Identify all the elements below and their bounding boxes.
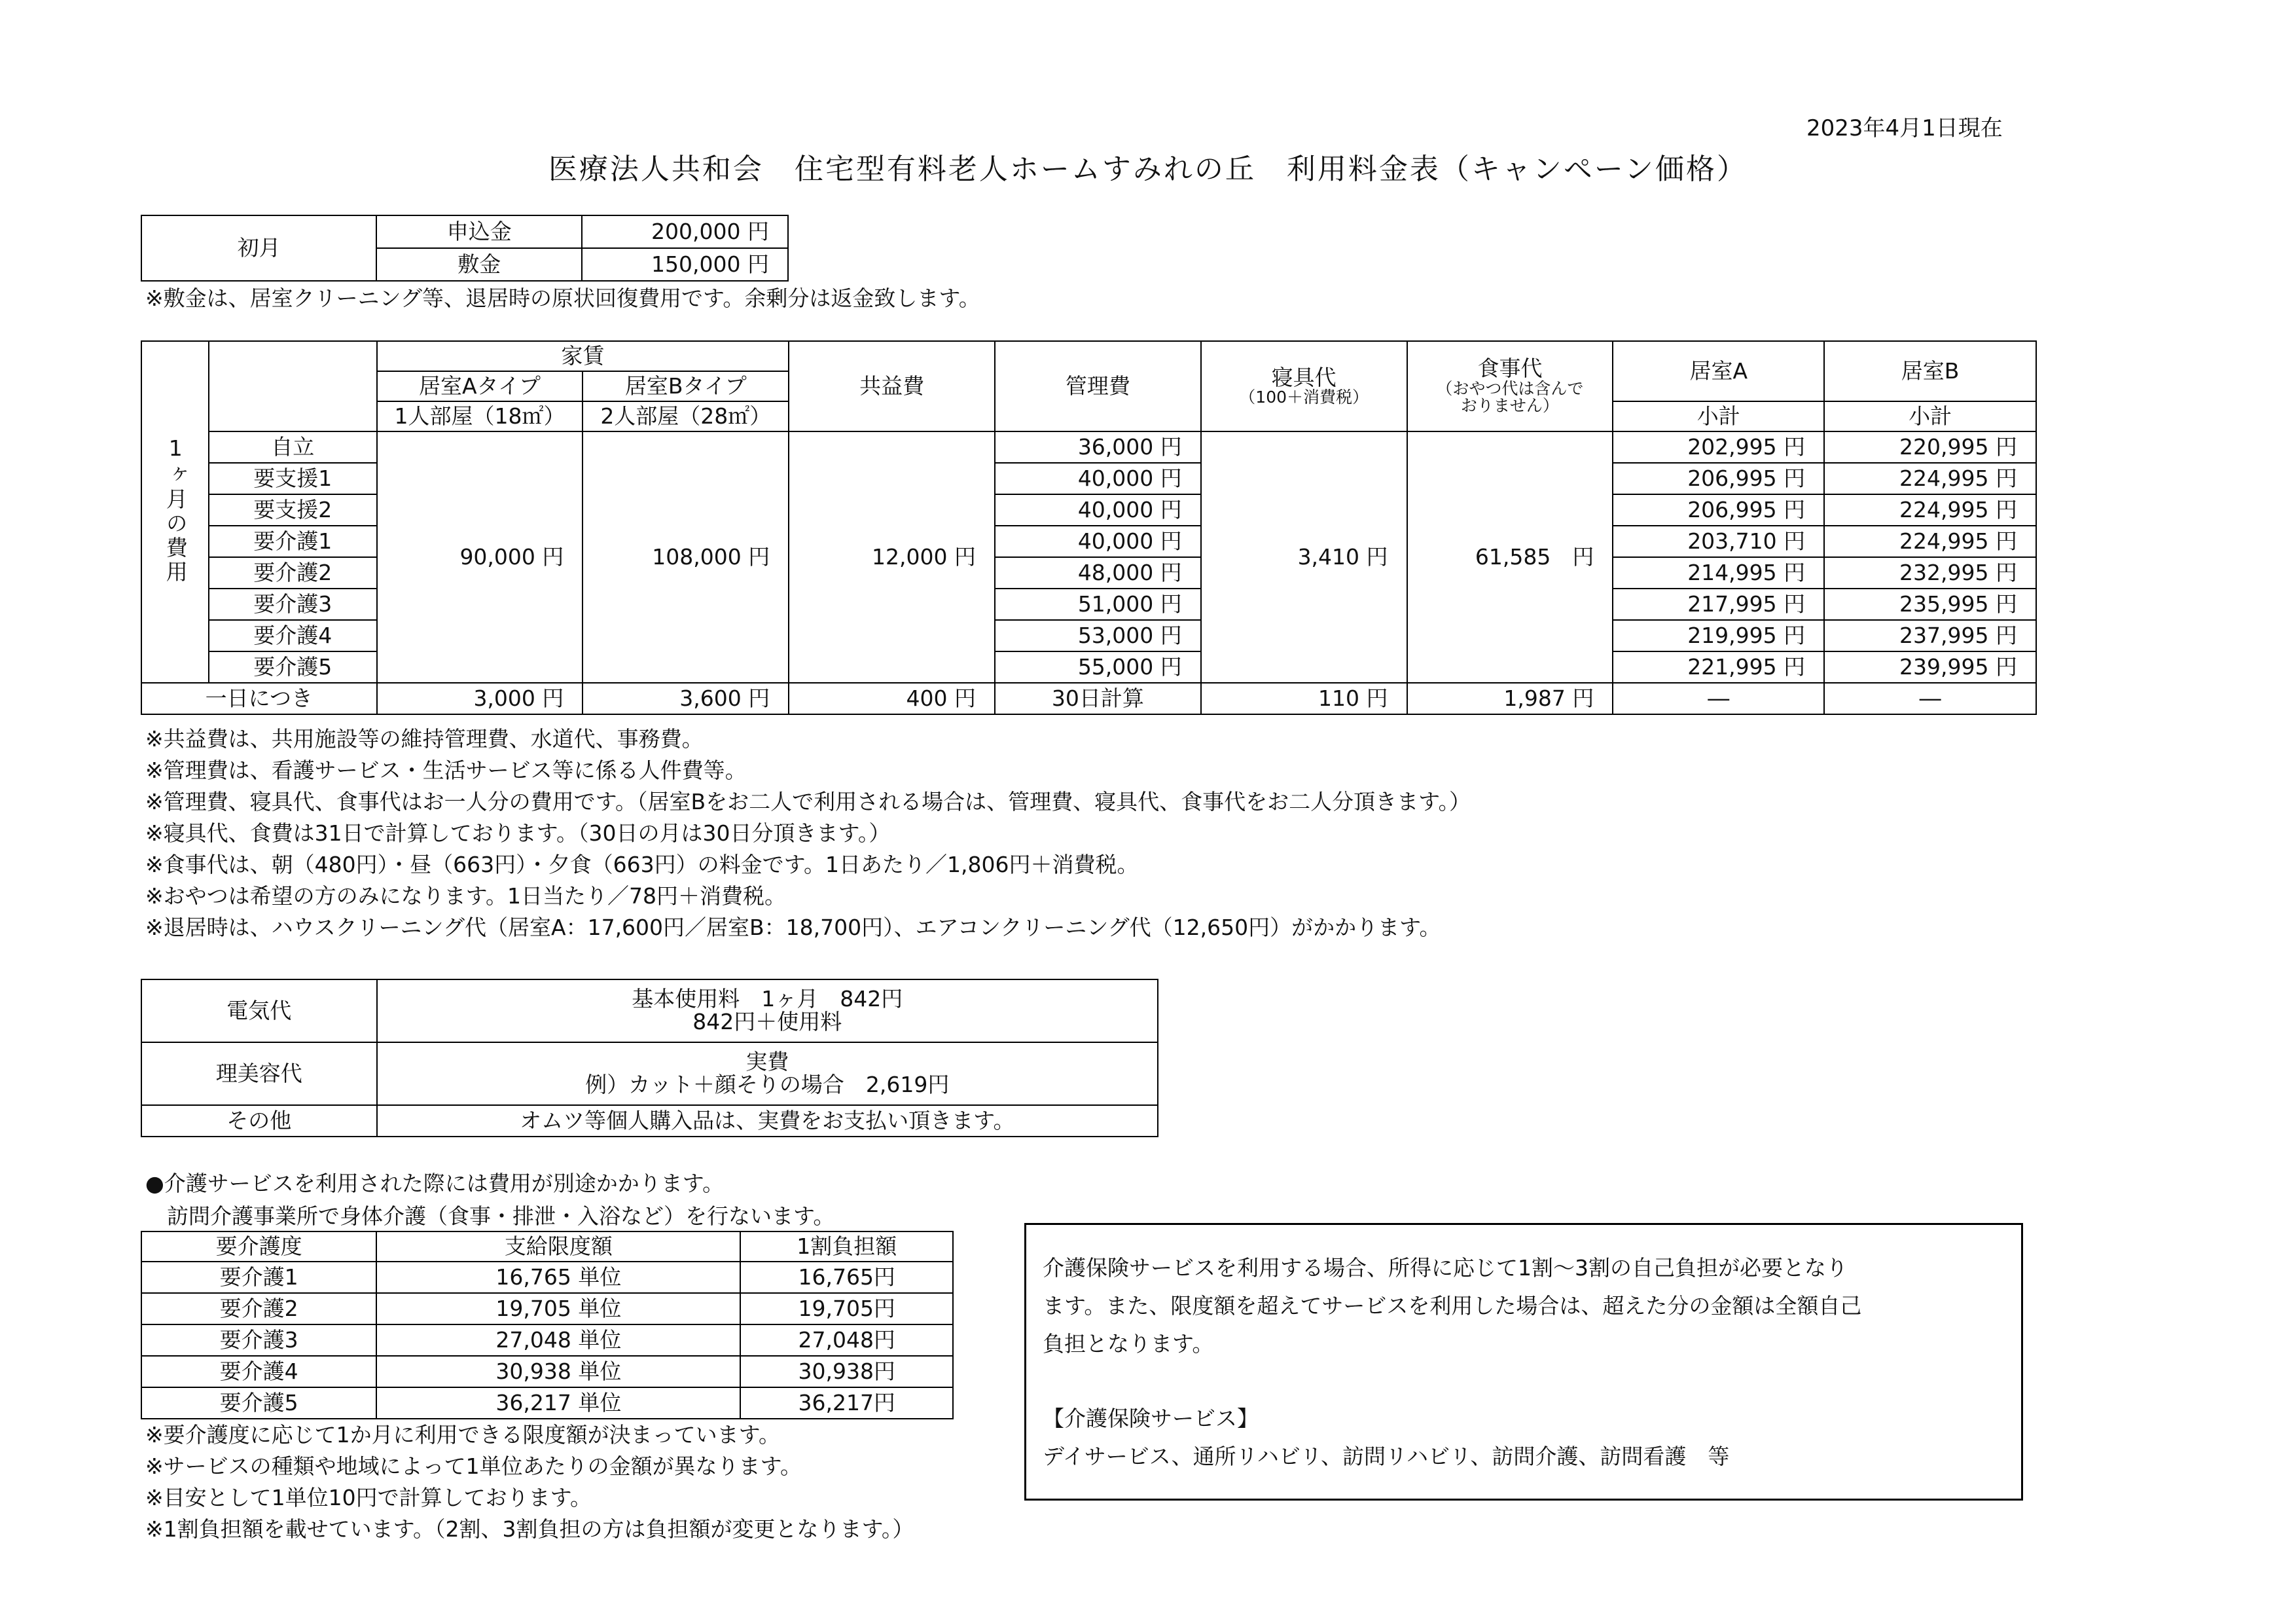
- room-b-subtotal: 232,995 円: [1824, 557, 2036, 589]
- note-line: ※共益費は、共用施設等の維持管理費、水道代、事務費。: [145, 726, 704, 752]
- room-a-subtotal: 214,995 円: [1613, 557, 1824, 589]
- room-a-size-header: 1人部屋（18㎡）: [377, 401, 583, 431]
- copay-amount: 27,048円: [740, 1324, 953, 1356]
- page-title: 医療法人共和会 住宅型有料老人ホームすみれの丘 利用料金表（キャンペーン価格）: [548, 153, 1748, 186]
- info-line: 負担となります。: [1043, 1331, 1214, 1357]
- copay-amount: 16,765円: [740, 1262, 953, 1293]
- as-of-date: 2023年4月1日現在: [1806, 115, 2003, 141]
- room-b-subtotal: 239,995 円: [1824, 651, 2036, 683]
- limit-units: 16,765 単位: [376, 1262, 740, 1293]
- deposit-label: 敷金: [376, 248, 582, 281]
- note-line: ※サービスの種類や地域によって1単位あたりの金額が異なります。: [145, 1453, 802, 1479]
- initial-fee-table: [141, 215, 789, 282]
- copay-amount: 19,705円: [740, 1293, 953, 1324]
- room-b-subtotal-header: 小計: [1824, 401, 2036, 431]
- limit-header: 支給限度額: [376, 1231, 740, 1262]
- info-line: ます。また、限度額を超えてサービスを利用した場合は、超えた分の金額は全額自己: [1043, 1293, 1862, 1319]
- care-level: 要介護1: [141, 1262, 376, 1293]
- rent-a-monthly: 90,000 円: [377, 431, 583, 683]
- management-fee-header: 管理費: [995, 341, 1201, 431]
- care-level: 要介護4: [141, 1356, 376, 1387]
- note-line: ※目安として1単位10円で計算しております。: [145, 1485, 592, 1510]
- room-b-subtotal: 220,995 円: [1824, 431, 2036, 463]
- initial-month-label: 初月: [141, 215, 376, 281]
- room-a-subtotal-header: 小計: [1613, 401, 1824, 431]
- info-line: 介護保険サービスを利用する場合、所得に応じて1割～3割の自己負担が必要となり: [1043, 1255, 1848, 1281]
- meal-fee-header: 食事代 （おやつ代は含んで おりません）: [1407, 341, 1613, 431]
- room-b-subtotal: 224,995 円: [1824, 463, 2036, 494]
- note-line: ※管理費は、看護サービス・生活サービス等に係る人件費等。: [145, 757, 747, 783]
- barber-label: 理美容代: [141, 1042, 377, 1105]
- application-fee-label: 申込金: [376, 215, 582, 248]
- bedding-fee-header: 寝具代 （100＋消費税）: [1201, 341, 1407, 431]
- care-level-label: 要介護3: [209, 589, 377, 620]
- common-fee-header: 共益費: [789, 341, 995, 431]
- note-line: ※食事代は、朝（480円）・昼（663円）・夕食（663円）の料金です。1日あたり／1,806円＋消費税。: [145, 852, 1139, 877]
- note-line: ※おやつは希望の方のみになります。1日当たり／78円＋消費税。: [145, 883, 786, 909]
- room-b-subtotal: 237,995 円: [1824, 620, 2036, 651]
- daily-meal-fee: 1,987 円: [1407, 683, 1613, 714]
- info-heading: 【介護保険サービス】: [1043, 1406, 1259, 1431]
- management-fee: 48,000 円: [995, 557, 1201, 589]
- daily-room-a-total: ―: [1613, 683, 1824, 714]
- care-level: 要介護5: [141, 1387, 376, 1419]
- copay-amount: 30,938円: [740, 1356, 953, 1387]
- room-a-subtotal: 217,995 円: [1613, 589, 1824, 620]
- care-level-label: 要介護2: [209, 557, 377, 589]
- daily-rent-b: 3,600 円: [583, 683, 789, 714]
- misc-label: その他: [141, 1105, 377, 1137]
- care-level: 要介護2: [141, 1293, 376, 1324]
- management-fee: 53,000 円: [995, 620, 1201, 651]
- management-fee: 55,000 円: [995, 651, 1201, 683]
- room-b-subtotal: 224,995 円: [1824, 494, 2036, 526]
- common-fee-monthly: 12,000 円: [789, 431, 995, 683]
- daily-management-fee: 30日計算: [995, 683, 1201, 714]
- daily-bedding-fee: 110 円: [1201, 683, 1407, 714]
- misc-detail: オムツ等個人購入品は、実費をお支払い頂きます。: [377, 1105, 1158, 1137]
- care-intro-2: 訪問介護事業所で身体介護（食事・排泄・入浴など）を行ないます。: [145, 1203, 835, 1229]
- daily-label: 一日につき: [141, 683, 377, 714]
- note-line: ※要介護度に応じて1か月に利用できる限度額が決まっています。: [145, 1422, 781, 1448]
- care-insurance-info-box: [1024, 1223, 2023, 1501]
- limit-units: 19,705 単位: [376, 1293, 740, 1324]
- note-line: ※退居時は、ハウスクリーニング代（居室A：17,600円／居室B：18,700円）、エアコンクリーニング代（12,650円）がかかります。: [145, 915, 1441, 940]
- room-a-subtotal: 219,995 円: [1613, 620, 1824, 651]
- other-charges-table: [141, 979, 1158, 1137]
- note-line: ※寝具代、食費は31日で計算しております。（30日の月は30日分頂きます。）: [145, 820, 891, 846]
- care-level: 要介護3: [141, 1324, 376, 1356]
- care-level-label: 要介護4: [209, 620, 377, 651]
- room-b-type-header: 居室Bタイプ: [583, 371, 789, 401]
- room-a-subtotal: 206,995 円: [1613, 494, 1824, 526]
- limit-units: 27,048 単位: [376, 1324, 740, 1356]
- bedding-fee-monthly: 3,410 円: [1201, 431, 1407, 683]
- info-services: デイサービス、通所リハビリ、訪問リハビリ、訪問介護、訪問看護 等: [1043, 1444, 1730, 1469]
- header-blank: [209, 341, 377, 431]
- limit-units: 30,938 単位: [376, 1356, 740, 1387]
- room-b-subtotal: 224,995 円: [1824, 526, 2036, 557]
- cost-header: 1割負担額: [740, 1231, 953, 1262]
- note-line: ※1割負担額を載せています。（2割、3割負担の方は負担額が変更となります。）: [145, 1516, 914, 1542]
- care-level-header: 要介護度: [141, 1231, 376, 1262]
- barber-detail: 実費 例）カット＋顔そりの場合 2,619円: [377, 1042, 1158, 1105]
- rent-b-monthly: 108,000 円: [583, 431, 789, 683]
- monthly-notes: [145, 723, 1471, 943]
- management-fee: 40,000 円: [995, 463, 1201, 494]
- care-level-label: 要介護5: [209, 651, 377, 683]
- monthly-fee-table: [141, 340, 2037, 715]
- care-limit-table: [141, 1231, 954, 1419]
- application-fee-amount: 200,000 円: [582, 215, 788, 248]
- deposit-amount: 150,000 円: [582, 248, 788, 281]
- care-level-label: 自立: [209, 431, 377, 463]
- care-notes: [145, 1419, 914, 1545]
- meal-fee-monthly: 61,585 円: [1407, 431, 1613, 683]
- deposit-note: ※敷金は、居室クリーニング等、退居時の原状回復費用です。余剰分は返金致します。: [145, 285, 980, 311]
- room-a-subtotal: 206,995 円: [1613, 463, 1824, 494]
- daily-common-fee: 400 円: [789, 683, 995, 714]
- management-fee: 40,000 円: [995, 526, 1201, 557]
- copay-amount: 36,217円: [740, 1387, 953, 1419]
- limit-units: 36,217 単位: [376, 1387, 740, 1419]
- room-a-total-header: 居室A: [1613, 341, 1824, 401]
- daily-room-b-total: ―: [1824, 683, 2036, 714]
- room-a-subtotal: 221,995 円: [1613, 651, 1824, 683]
- electricity-detail: 基本使用料 1ヶ月 842円 842円＋使用料: [377, 979, 1158, 1042]
- management-fee: 36,000 円: [995, 431, 1201, 463]
- care-intro-1: ●介護サービスを利用された際には費用が別途かかります。: [145, 1171, 725, 1196]
- care-level-label: 要介護1: [209, 526, 377, 557]
- daily-rent-a: 3,000 円: [377, 683, 583, 714]
- electricity-label: 電気代: [141, 979, 377, 1042]
- note-line: ※管理費、寝具代、食事代はお一人分の費用です。（居室Bをお二人で利用される場合は、管理費、寝具代、食事代をお二人分頂きます。）: [145, 789, 1471, 814]
- rent-header: 家賃: [377, 341, 789, 371]
- room-b-size-header: 2人部屋（28㎡）: [583, 401, 789, 431]
- care-level-label: 要支援1: [209, 463, 377, 494]
- room-b-subtotal: 235,995 円: [1824, 589, 2036, 620]
- monthly-side-label: 1ヶ月の費用: [141, 341, 209, 683]
- management-fee: 40,000 円: [995, 494, 1201, 526]
- room-a-subtotal: 203,710 円: [1613, 526, 1824, 557]
- care-level-label: 要支援2: [209, 494, 377, 526]
- management-fee: 51,000 円: [995, 589, 1201, 620]
- room-b-total-header: 居室B: [1824, 341, 2036, 401]
- room-a-type-header: 居室Aタイプ: [377, 371, 583, 401]
- room-a-subtotal: 202,995 円: [1613, 431, 1824, 463]
